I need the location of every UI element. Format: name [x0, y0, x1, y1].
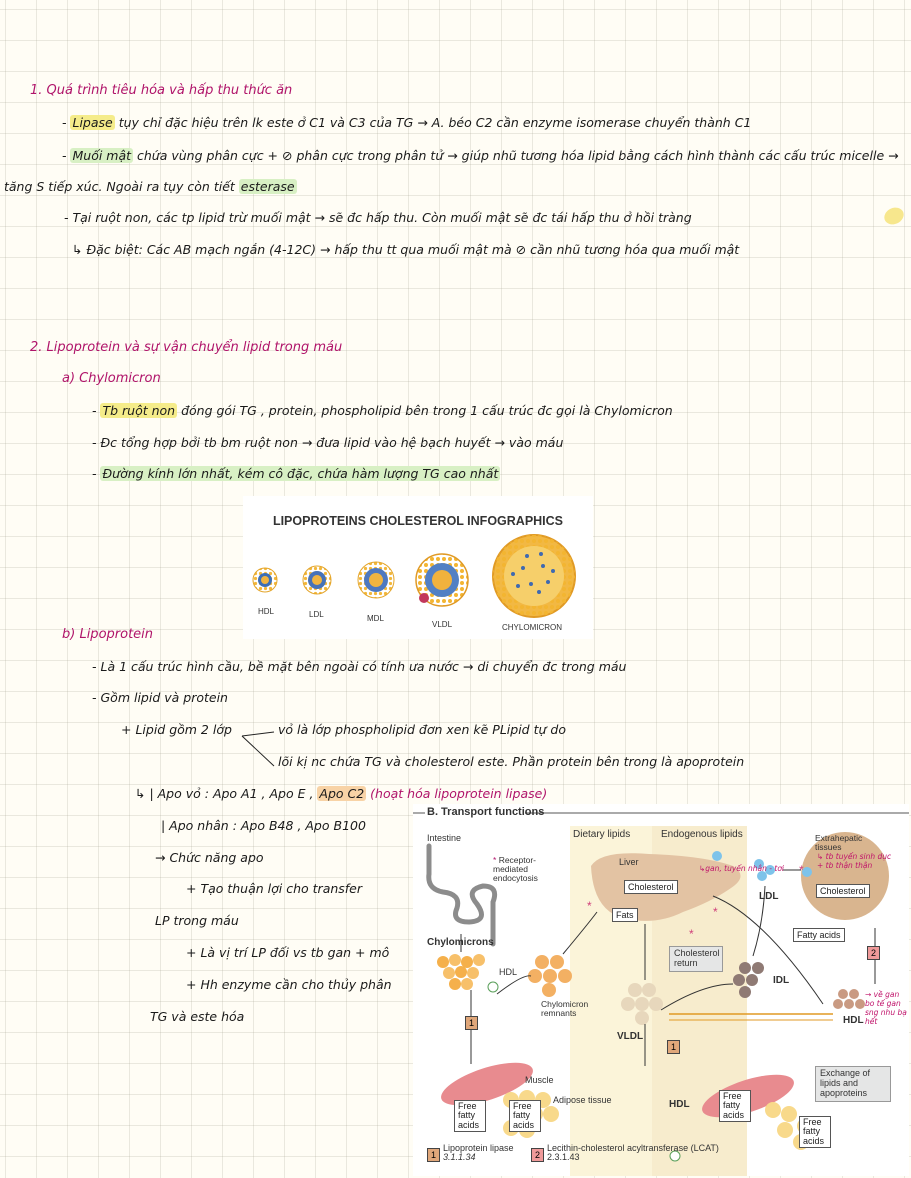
box-cholesterol-return: Cholesterol return [669, 946, 723, 972]
particle-mdl [358, 562, 394, 598]
note-line: - Tb ruột non đóng gói TG , protein, phospholipid bên trong 1 cấu trúc đc gọi là Chylomicron [92, 403, 673, 418]
note-text: Tại ruột non, các tp lipid trừ muối mật → sẽ đc hấp thu. Còn muối mật sẽ đc tái hấp thu ở hồi tràng [72, 210, 692, 225]
legend-1-text: Lipoprotein lipase [443, 1143, 514, 1153]
label-chylomicrons: Chylomicrons [427, 937, 494, 948]
box-fats: Fats [612, 908, 638, 922]
note-line: LP trong máu [155, 913, 239, 928]
subheading-chylomicron: a) Chylomicron [62, 371, 161, 386]
label-adipose: Adipose tissue [553, 1095, 612, 1105]
box-ffa-3: Free fatty acids [719, 1090, 751, 1122]
note-line: TG và este hóa [150, 1009, 245, 1024]
label-receptor [493, 856, 563, 883]
section-1-heading: 1. Quá trình tiêu hóa và hấp thu thức ăn [30, 83, 293, 98]
label-intestine: Intestine [427, 833, 462, 843]
box-ffa-1: Free fatty acids [454, 1100, 486, 1132]
subheading-lipoprotein: b) Lipoprotein [62, 627, 154, 642]
note-line: + Tạo thuận lợi cho transfer [186, 881, 363, 896]
particle-ldl [303, 566, 331, 594]
asterisk-icon: * [493, 855, 497, 865]
label-hdl-2: HDL [843, 1015, 864, 1026]
note-text: đóng gói TG , protein, phospholipid bên trong 1 cấu trúc đc gọi là Chylomicron [177, 403, 673, 418]
note-pink: (hoạt hóa lipoprotein lipase) [366, 786, 548, 801]
svg-text:*: * [587, 899, 592, 913]
marker-2: 2 [867, 946, 880, 960]
box-ffa-2: Free fatty acids [509, 1100, 541, 1132]
lipoprotein-infographic [243, 496, 593, 639]
note-line [135, 786, 547, 801]
label-mdl: MDL [367, 614, 384, 623]
note-text: Là 1 cấu trúc hình cầu, bề mặt bên ngoài có tính ưa nước → di chuyển đc trong máu [100, 659, 627, 674]
label-extrahepatic: Extrahepatic tissues [815, 833, 863, 852]
particle-vldl [416, 554, 468, 606]
label-vldl: VLDL [617, 1031, 644, 1042]
legend-lipoprotein-lipase [443, 1144, 514, 1163]
svg-text:*: * [799, 863, 804, 877]
label-chylomicron-remnants: Chylomicron remnants [541, 999, 589, 1018]
note-line: vỏ là lớp phospholipid đơn xen kẽ PLipid tự do [278, 722, 566, 737]
label-dietary-lipids: Dietary lipids [573, 829, 631, 840]
note-line: + Hh enzyme cần cho thủy phân [186, 977, 392, 992]
label-ldl: LDL [759, 891, 779, 902]
label-hdl-1: HDL [499, 967, 518, 977]
legend-marker-1: 1 [427, 1148, 440, 1162]
lipoprotein-particles [243, 496, 593, 639]
particle-hdl [253, 568, 277, 592]
label-muscle: Muscle [525, 1075, 554, 1085]
note-line: - Là 1 cấu trúc hình cầu, bề mặt bên ngoài có tính ưa nước → di chuyển đc trong máu [92, 659, 627, 674]
note-line [4, 179, 297, 194]
box-cholesterol-extra: Cholesterol [816, 884, 870, 898]
highlight: Lipase [72, 115, 113, 130]
label-hdl-3: HDL [669, 1099, 690, 1110]
highlight: Tb ruột non [102, 403, 176, 418]
brace-lines [240, 724, 280, 774]
note-line: + Là vị trí LP đối vs tb gan + mô [186, 945, 390, 960]
label-hdl: HDL [258, 607, 275, 616]
note-text: ↳ | Apo vỏ : Apo A1 , Apo E , [135, 786, 318, 801]
particle-chylomicron [493, 535, 575, 617]
svg-text:*: * [689, 927, 694, 941]
note-line: | Apo nhân : Apo B48 , Apo B100 [161, 818, 366, 833]
highlight: esterase [240, 179, 295, 194]
box-cholesterol: Cholesterol [624, 880, 678, 894]
highlight: Đường kính lớn nhất, kém cô đặc, chứa hàm lượng TG cao nhất [102, 466, 499, 481]
legend-marker-2: 2 [531, 1148, 544, 1162]
note-line: - Lipase tụy chỉ đặc hiệu trên lk este ở C1 và C3 của TG → A. béo C2 cần enzyme isomerase chuyển thành C1 [62, 115, 752, 130]
marker-1b: 1 [667, 1040, 680, 1054]
highlighter-dot [882, 205, 907, 228]
legend-1-ec: 3.1.1.34 [443, 1152, 476, 1163]
label-endogenous-lipids: Endogenous lipids [661, 829, 743, 840]
handwritten-note-hdl: → về gan bo tế gan sng nhu bạ hết [865, 990, 907, 1026]
note-text: tụy chỉ đặc hiệu trên lk este ở C1 và C3 của TG → A. béo C2 cần enzyme isomerase chuyển thành C1 [114, 115, 752, 130]
label-vldl: VLDL [432, 620, 453, 629]
note-line: - Gồm lipid và protein [92, 690, 228, 705]
svg-text:*: * [713, 905, 718, 919]
infographic-title: LIPOPROTEINS CHOLESTEROL INFOGRAPHICS [272, 514, 564, 528]
handwritten-note-extrahepatic: ↳ tb tuyến sinh dục + tb thận thận [817, 852, 892, 870]
highlight: Apo C2 [319, 786, 365, 801]
receptor-text: Receptor-mediated endocytosis [493, 855, 538, 883]
label-chylomicron: CHYLOMICRON [502, 623, 563, 632]
section-2-heading: 2. Lipoprotein và sự vận chuyển lipid trong máu [30, 340, 343, 355]
note-text: Gồm lipid và protein [100, 690, 228, 705]
note-line: lõi kị nc chứa TG và cholesterol este. Phần protein bên trong là apoprotein [278, 754, 745, 769]
marker-1a: 1 [465, 1016, 478, 1030]
label-liver: Liver [619, 857, 639, 867]
label-ldl: LDL [309, 610, 324, 619]
note-line: → Chức năng apo [155, 850, 264, 865]
transport-functions-diagram [413, 804, 909, 1176]
box-fatty-acids: Fatty acids [793, 928, 845, 942]
legend-lcat: Lecithin-cholesterol acyltransferase (LCAT) 2.3.1.43 [547, 1143, 719, 1163]
note-line: - Đc tổng hợp bởi tb bm ruột non → đưa lipid vào hệ bạch huyết → vào máu [92, 435, 564, 450]
box-exchange: Exchange of lipids and apoproteins [815, 1066, 891, 1102]
chylomicron-particles [437, 954, 485, 990]
note-line: + Lipid gồm 2 lớp [121, 722, 232, 737]
box-ffa-4: Free fatty acids [799, 1116, 831, 1148]
note-text: Đc tổng hợp bởi tb bm ruột non → đưa lipid vào hệ bạch huyết → vào máu [100, 435, 564, 450]
label-idl: IDL [773, 975, 790, 986]
note-line: - Muối mật chứa vùng phân cực + ⊘ phân cực trong phân tử → giúp nhũ tương hóa lipid bằng cách hình thành các cấu trúc micelle → [62, 148, 899, 163]
highlight: Muối mật [72, 148, 132, 163]
note-text: tăng S tiếp xúc. Ngoài ra tụy còn tiết [4, 179, 239, 194]
transport-title: B. Transport functions [427, 806, 545, 818]
note-line: - Đường kính lớn nhất, kém cô đặc, chứa hàm lượng TG cao nhất [92, 466, 499, 481]
note-line: ↳ Đặc biệt: Các AB mạch ngắn (4-12C) → hấp thu tt qua muối mật mà ⊘ cần nhũ tương hóa qua muối mật [72, 242, 740, 257]
note-text: chứa vùng phân cực + ⊘ phân cực trong phân tử → giúp nhũ tương hóa lipid bằng cách hình thành các cấu trúc micelle → [133, 148, 899, 163]
note-line: - Tại ruột non, các tp lipid trừ muối mật → sẽ đc hấp thu. Còn muối mật sẽ đc tái hấp thu ở hồi tràng [64, 210, 692, 225]
handwritten-note-liver: ↳gan, tuyến nhân - tơi [699, 864, 784, 873]
